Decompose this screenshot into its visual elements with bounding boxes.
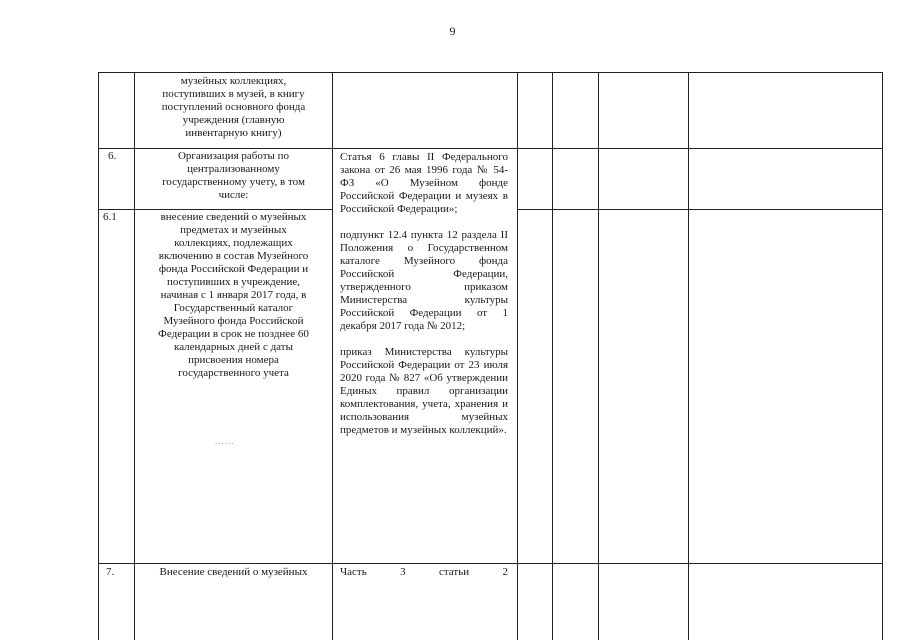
page-number: 9 — [449, 24, 456, 38]
table-cell-description: музейных коллекциях, поступивших в музей, в книгу поступлений основного фонда учреждения (главную инвентарную книгу) — [161, 75, 306, 139]
scan-artifact: ...... — [215, 436, 235, 446]
table-border-right — [882, 72, 883, 640]
table-cell-description: Организация работы по централизованному государственному учету, в том числе: — [162, 150, 305, 201]
table-cell-description: внесение сведений о музейных предметах и музейных коллекциях, подлежащих включению в состав Музейного фонда Российской Федерации и поступивших в учреждение, начиная с 1 января 2017 года, в Государственный каталог Музейного фонда Российской Федерации в срок не позднее 60 календарных дней с даты присвоения номера государственного учета — [158, 211, 309, 379]
table-cell-description: Внесение сведений о музейных — [159, 566, 308, 578]
table-column-divider — [134, 72, 135, 640]
table-cell-number: 6.1 — [103, 211, 117, 223]
table-row-divider — [98, 209, 333, 210]
table-column-divider — [517, 72, 518, 640]
table-cell-legal-basis: Статья 6 главы II Федерального закона от 26 мая 1996 года № 54-ФЗ «О Музейном фонде Российской Федерации и музеях в Российской Федерации»; подпункт 12.4 пункта 12 раздела II Положения о Государственном каталоге Музейного фонда Российской Федерации, утвержденного приказом Министерства культуры Российской Федерации от 1 декабря 2017 года № 2012; приказ Министерства культуры Российской Федерации от 23 июля 2020 года № 827 «Об утверждении Единых правил организации комплектования, учета, хранения и использования музейных предметов и музейных коллекций». — [340, 151, 508, 436]
table-column-divider — [598, 72, 599, 640]
table-cell-legal-basis: Часть 3 статьи 2 — [340, 566, 508, 578]
table-row-divider — [98, 148, 883, 149]
table-row-divider — [517, 209, 883, 210]
table-column-divider — [688, 72, 689, 640]
table-border-left — [98, 72, 99, 640]
table-cell-number: 6. — [108, 150, 117, 162]
table-cell-number: 7. — [106, 566, 115, 578]
table-column-divider — [332, 72, 333, 640]
table-row-divider — [98, 563, 883, 564]
table-column-divider — [552, 72, 553, 640]
table-border-top — [98, 72, 883, 73]
